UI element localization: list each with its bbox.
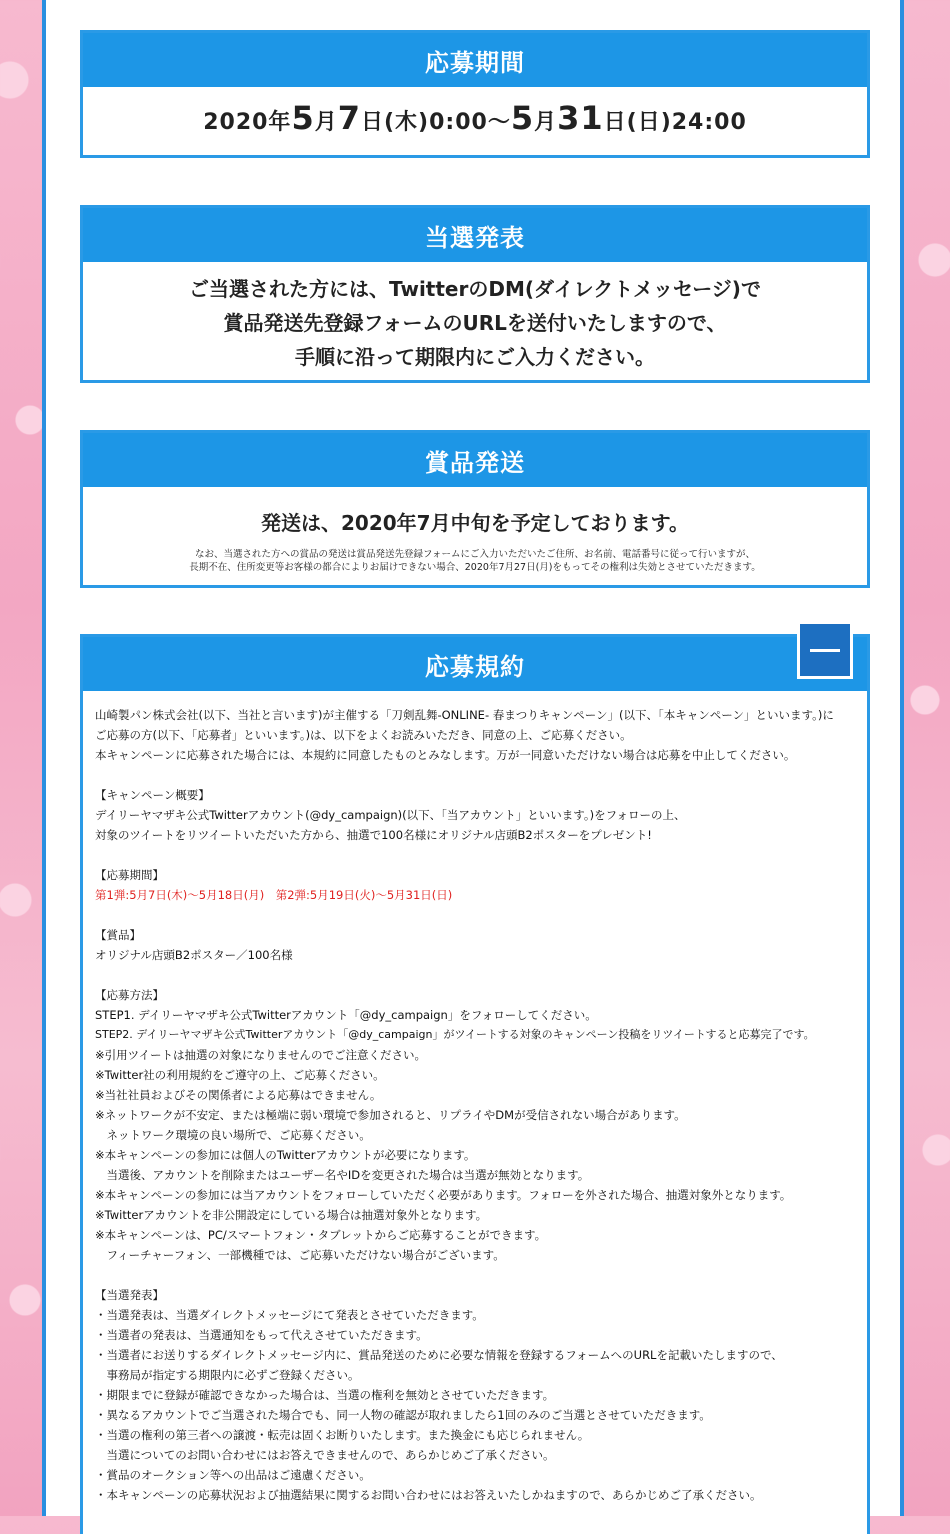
rules-line: ※当社社員およびその関係者による応募はできません。 <box>95 1088 382 1102</box>
rules-line: ※Twitterアカウントを非公開設定にしている場合は抽選対象外となります。 <box>95 1208 488 1222</box>
rules-line: STEP1. デイリーヤマザキ公式Twitterアカウント「@dy_campaign」をフォローしてください。 <box>95 1008 597 1022</box>
rules-line: ご応募の方(以下、「応募者」といいます。)は、以下をよくお読みいただき、同意の上、ご応募ください。 <box>95 728 632 742</box>
date-month: 5 <box>291 99 315 137</box>
rules-heading: 【賞品】 <box>95 928 141 942</box>
rules-line: フィーチャーフォン、一部機種では、ご応募いただけない場合がございます。 <box>95 1248 505 1262</box>
rules-line: ※ネットワークが不安定、または極端に弱い環境で参加されると、リプライやDMが受信されない場合があります。 <box>95 1108 686 1122</box>
announce-section <box>80 205 870 383</box>
rules-heading: 【応募期間】 <box>95 868 164 882</box>
rules-line: 当選についてのお問い合わせにはお答えできませんので、あらかじめご了承ください。 <box>95 1448 555 1462</box>
announce-line: 手順に沿って期限内にご入力ください。 <box>295 345 655 369</box>
rules-line: ・期限までに登録が確認できなかった場合は、当選の権利を無効とさせていただきます。 <box>95 1388 555 1402</box>
announce-title: 当選発表 <box>83 208 867 262</box>
date-day: 31 <box>557 99 604 137</box>
rules-heading: 【キャンペーン概要】 <box>95 788 210 802</box>
date-text: 月 <box>534 110 558 135</box>
shipping-body <box>83 487 867 574</box>
rules-line: ネットワーク環境の良い場所で、ご応募ください。 <box>95 1128 371 1142</box>
rules-line: ・賞品のオークション等への出品はご遠慮ください。 <box>95 1468 371 1482</box>
period-dates <box>83 87 867 137</box>
rules-period-line: 第1弾:5月7日(木)〜5月18日(月) 第2弾:5月19日(火)〜5月31日(日) <box>95 888 453 902</box>
rules-title: 応募規約 <box>83 637 867 691</box>
rules-line: オリジナル店頭B2ポスター／100名様 <box>95 948 293 962</box>
date-text: 日(木)0:00〜 <box>360 110 511 135</box>
rules-line: ※本キャンペーンの参加には個人のTwitterアカウントが必要になります。 <box>95 1148 476 1162</box>
rules-line: ・当選者の発表は、当選通知をもって代えさせていただきます。 <box>95 1328 428 1342</box>
rules-line: 事務局が指定する期限内に必ずご登録ください。 <box>95 1368 360 1382</box>
rules-line: デイリーヤマザキ公式Twitterアカウント(@dy_campaign)(以下、「当アカウント」といいます。)をフォローの上、 <box>95 808 686 822</box>
announce-line: ご当選された方には、TwitterのDM(ダイレクトメッセージ)で <box>189 277 761 301</box>
rules-line: ・当選発表は、当選ダイレクトメッセージにて発表とさせていただきます。 <box>95 1308 484 1322</box>
period-section <box>80 30 870 158</box>
rules-line: ・当選者にお送りするダイレクトメッセージ内に、賞品発送のために必要な情報を登録するフォームへのURLを記載いたしますので、 <box>95 1348 783 1362</box>
date-text: 2020年 <box>203 110 292 135</box>
date-text: 日(日)24:00 <box>603 110 747 135</box>
shipping-note: 長期不在、住所変更等お客様の都合によりお届けできない場合、2020年7月27日(月)をもってその権利は失効とさせていただきます。 <box>189 562 761 573</box>
rules-line: ※本キャンペーンは、PC/スマートフォン・タブレットからご応募することができます。 <box>95 1228 547 1242</box>
date-text: 月 <box>314 110 338 135</box>
shipping-section <box>80 430 870 588</box>
date-day: 7 <box>337 99 361 137</box>
shipping-main: 発送は、2020年7月中旬を予定しております。 <box>261 511 689 535</box>
rules-line: 山崎製パン株式会社(以下、当社と言います)が主催する「刀剣乱舞-ONLINE- 春まつりキャンペーン」(以下、「本キャンペーン」といいます。)に <box>95 708 834 722</box>
shipping-notes <box>83 536 867 574</box>
rules-line: ※Twitter社の利用規約をご遵守の上、ご応募ください。 <box>95 1068 385 1082</box>
announce-line: 賞品発送先登録フォームのURLを送付いたしますので、 <box>223 311 727 335</box>
rules-line: ・当選の権利の第三者への譲渡・転売は固くお断りいたします。また換金にも応じられません。 <box>95 1428 590 1442</box>
rules-line: ・異なるアカウントでご当選された場合でも、同一人物の確認が取れましたら1回のみのご当選とさせていただきます。 <box>95 1408 711 1422</box>
rules-line: 当選後、アカウントを削除またはユーザー名やIDを変更された場合は当選が無効となります。 <box>95 1168 590 1182</box>
rules-line: ※引用ツイートは抽選の対象になりませんのでご注意ください。 <box>95 1048 427 1062</box>
rules-section <box>80 634 870 1534</box>
date-month: 5 <box>510 99 535 137</box>
rules-line: ※本キャンペーンの参加には当アカウントをフォローしていただく必要があります。フォローを外された場合、抽選対象外となります。 <box>95 1188 792 1202</box>
minus-icon <box>810 649 840 652</box>
rules-line: 本キャンペーンに応募された場合には、本規約に同意したものとみなします。万が一同意いただけない場合は応募を中止してください。 <box>95 748 796 762</box>
rules-line: 対象のツイートをリツイートいただいた方から、抽選で100名様にオリジナル店頭B2ポスターをプレゼント! <box>95 828 652 842</box>
shipping-title: 賞品発送 <box>83 433 867 487</box>
rules-heading: 【応募方法】 <box>95 988 164 1002</box>
collapse-button[interactable] <box>797 621 853 679</box>
period-title: 応募期間 <box>83 33 867 87</box>
announce-text <box>83 262 867 374</box>
rules-text <box>83 691 867 1505</box>
rules-line: STEP2. デイリーヤマザキ公式Twitterアカウント「@dy_campaign」がツイートする対象のキャンペーン投稿をリツイートすると応募完了です。 <box>95 1028 815 1041</box>
rules-heading: 【当選発表】 <box>95 1288 164 1302</box>
rules-line: ・本キャンペーンの応募状況および抽選結果に関するお問い合わせにはお答えいたしかねますので、あらかじめご了承ください。 <box>95 1488 762 1502</box>
shipping-note: なお、当選された方への賞品の発送は賞品発送先登録フォームにご入力いただいたご住所、お名前、電話番号に従って行いますが、 <box>194 549 756 560</box>
